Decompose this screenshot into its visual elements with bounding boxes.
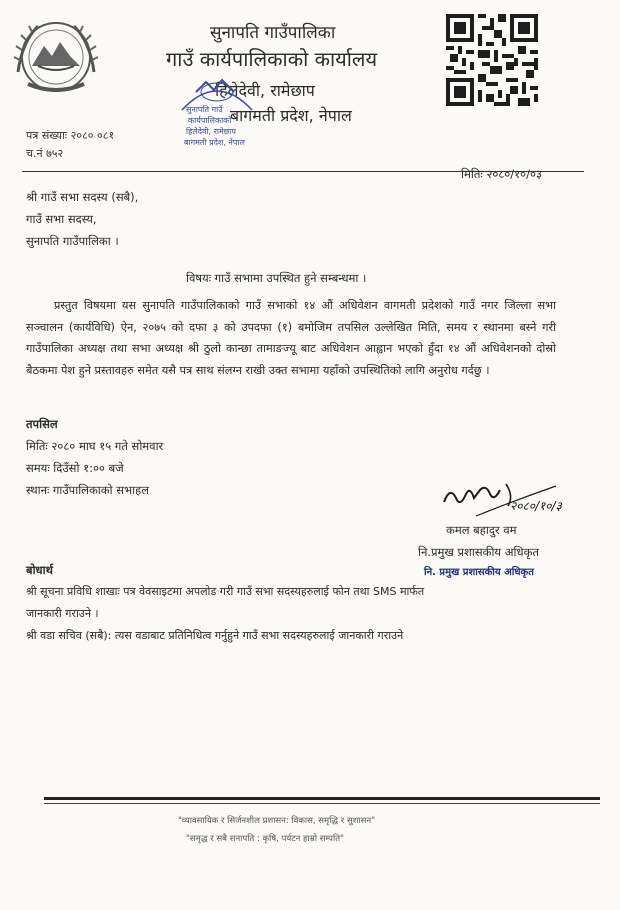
office-stamp bbox=[178, 70, 256, 152]
dispatch-number: च.नं ७५२ bbox=[26, 147, 64, 160]
tapasil-time: समयः दिउँसो १:०० बजे bbox=[26, 461, 124, 475]
recipient-line-2: गाउँ सभा सदस्य, bbox=[26, 212, 97, 226]
bodharth-line-1b: जानकारी गराउने । bbox=[26, 607, 99, 620]
header-address: हिलेदेवी, रामेछाप bbox=[215, 81, 315, 100]
handwritten-signature bbox=[436, 480, 586, 520]
tapasil-heading: तपसिल bbox=[26, 417, 58, 431]
subject-line: विषयः गाउँ सभामा उपस्थित हुने सम्बन्धमा । bbox=[186, 271, 367, 285]
footer-slogan-2: "समृद्ध र सबै सनापति : कृषि, पर्यटन हाम्रो सम्पति" bbox=[186, 834, 344, 844]
stamp-line2: कार्यपालिकाको bbox=[188, 116, 232, 125]
bodharth-heading: बोधार्थ bbox=[26, 563, 53, 577]
signatory-seal-text: नि. प्रमुख प्रशासकीय अधिकृत bbox=[424, 567, 534, 578]
signatory-seal bbox=[424, 564, 534, 578]
stamp-line3: हिलेदेवी, रामेछाप bbox=[186, 127, 236, 136]
footer-divider bbox=[44, 797, 600, 800]
tapasil-date: मितिः २०८० माघ १५ गते सोमवार bbox=[26, 439, 164, 453]
qr-code-icon bbox=[446, 14, 538, 106]
recipient-line-3: सुनापति गाउँपालिका । bbox=[26, 234, 119, 248]
bodharth-line-2: श्री वडा सचिव (सबै): त्यस वडाबाट प्रतिनिधित्व गर्नुहुने गाउँ सभा सदस्यहरुलाई जानकारी गराउने bbox=[26, 629, 404, 642]
stamp-line1: सुनापति गाउँ bbox=[186, 105, 223, 114]
stamp-line4: बागमती प्रदेश, नेपाल bbox=[184, 138, 245, 147]
header-office: गाउँ कार्यपालिकाको कार्यालय bbox=[166, 47, 378, 71]
signatory-name: कमल बहादुर वम bbox=[446, 523, 517, 537]
header-municipality: सुनापति गाउँपालिका bbox=[210, 23, 336, 43]
bodharth-line-1: श्री सूचना प्रविधि शाखाः पत्र वेवसाइटमा अपलोड गरी गाउँ सभा सदस्यहरुलाई फोन तथा SMS मार्फत bbox=[26, 585, 425, 598]
signatory-title: नि.प्रमुख प्रशासकीय अधिकृत bbox=[418, 545, 539, 559]
nepal-emblem-icon bbox=[8, 12, 104, 102]
reference-number: पत्र संख्याः २०८० ०८१ bbox=[26, 129, 115, 142]
tapasil-place: स्थानः गाउँपालिकाको सभाहल bbox=[26, 483, 149, 497]
header-province: बागमती प्रदेश, नेपाल bbox=[230, 106, 352, 125]
body-paragraph: प्रस्तुत विषयमा यस सुनापति गाउँपालिकाको गाउँ सभाको १४ औं अधिवेशन वागमती प्रदेशको गाउँ नगर जिल्ला सभा सञ्चालन (कार्यविधि) ऐन, २०७५ को दफा ३ को उपदफा (१) बमोजिम तपसिल उल्लेखित मिति, समय र स्थानमा बस्ने गरी गाउँपालिका अध्यक्ष तथा सभा अध्यक्ष श्री ठुलो कान्छा तामाङज्यू बाट अधिवेशन आह्वान भएको हुँदा १४ औं अधिवेशनको दोस्रो बैठकमा पेश हुने प्रस्तावहरु समेत यसै पत्र साथ संलग्न राखी उक्त सभामा यहाँको उपस्थितिको लागि अनुरोध गर्दछु । bbox=[26, 299, 556, 377]
recipient-line-1: श्री गाउँ सभा सदस्य (सबै), bbox=[26, 190, 139, 204]
footer-slogan-1: "व्यावसायिक र सिर्जनशील प्रशासन: विकास, समृद्धि र सुशासन" bbox=[178, 816, 376, 826]
letter-date: मितिः २०८०/१०/०३ bbox=[461, 167, 542, 181]
footer-divider-thin bbox=[44, 803, 600, 804]
signature-date: २०८०/१०/३ bbox=[510, 499, 562, 513]
